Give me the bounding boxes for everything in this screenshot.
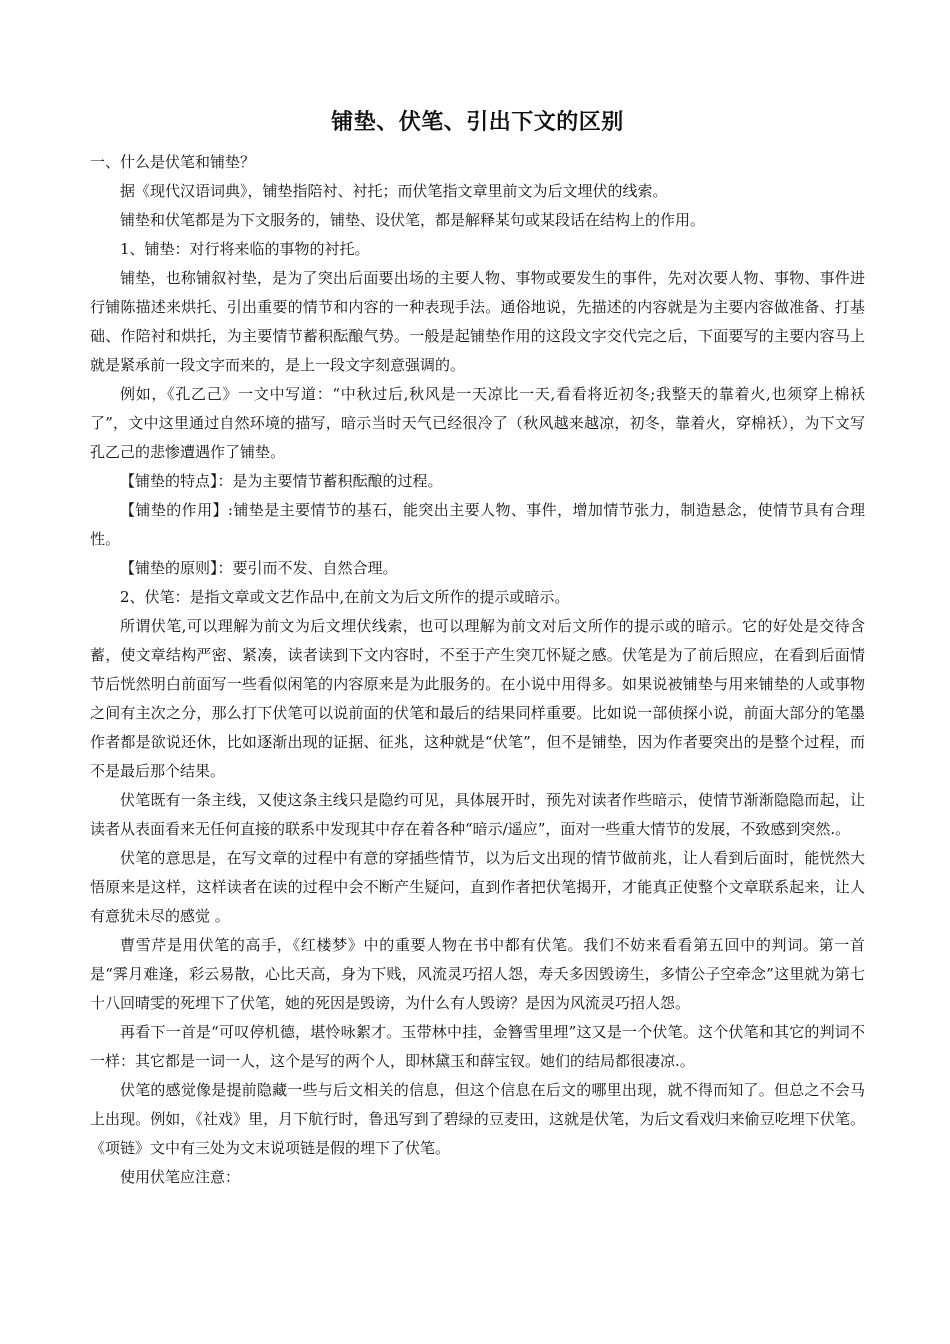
paragraph-fubi-main-line: 伏笔既有一条主线，又使这条主线只是隐约可见，具体展开时，预先对读者作些暗示，使情节渐渐隐隐而起，让读者从表面看来无任何直接的联系中发现其中存在着各种“暗示/遥应”，面对一些重大情节的发展，不致感到突然.。 bbox=[90, 791, 865, 838]
document-title: 铺垫、伏笔、引出下文的区别 bbox=[331, 110, 624, 135]
paragraph-pudian-explanation: 铺垫，也称铺叙衬垫，是为了突出后面要出场的主要人物、事物或要发生的事件，先对次要人物、事物、事件进行铺陈描述来烘托、引出重要的情节和内容的一种表现手法。通俗地说，先描述的内容就是为主要内容做准备、打基础、作陪衬和烘托，为主要情节蓄积酝酿气势。一般是起铺垫作用的这段文字交代完之后，下面要写的主要内容马上就是紧承前一段文字而来的，是上一段文字刻意强调的。 bbox=[90, 269, 865, 374]
section-heading-what-is: 一、什么是伏笔和铺垫？ bbox=[90, 153, 256, 171]
subheading-pudian: 1、铺垫：对行将来临的事物的衬托。 bbox=[120, 240, 370, 258]
paragraph-fubi-feeling: 伏笔的感觉像是提前隐藏一些与后文相关的信息，但这个信息在后文的哪里出现，就不得而知了。但总之不会马上出现。例如，《社戏》里，月下航行时，鲁迅写到了碧绿的豆麦田，这就是伏笔，为后文看戏归来偷豆吃埋下伏笔。《项链》文中有三处为文末说项链是假的埋下了伏笔。 bbox=[90, 1081, 865, 1157]
subheading-fubi: 2、伏笔：是指文章或文艺作品中,在前文为后文所作的提示或暗示。 bbox=[120, 588, 570, 606]
paragraph-dictionary-definition: 据《现代汉语词典》，铺垫指陪衬、衬托；而伏笔指文章里前文为后文埋伏的线索。 bbox=[120, 182, 668, 200]
paragraph-pudian-example: 例如，《孔乙己》一文中写道：“中秋过后,秋风是一天凉比一天,看看将近初冬;我整天的靠着火,也须穿上棉袄了”，文中这里通过自然环境的描写，暗示当时天气已经很冷了（秋风越来越凉，初冬，靠着火，穿棉袄），为下文写孔乙己的悲惨遭遇作了铺垫。 bbox=[90, 385, 865, 461]
paragraph-both-serve-later-text: 铺垫和伏笔都是为下文服务的，铺垫、设伏笔，都是解释某句或某段话在结构上的作用。 bbox=[120, 211, 706, 229]
paragraph-hongloumeng-example: 曹雪芹是用伏笔的高手，《红楼梦》中的重要人物在书中都有伏笔。我们不妨来看看第五回中的判词。第一首是“霁月难逢，彩云易散，心比天高，身为下贱，风流灵巧招人怨，寿夭多因毁谤生，多情公子空牵念”这里就为第七十八回晴雯的死埋下了伏笔，她的死因是毁谤，为什么有人毁谤？是因为风流灵巧招人怨。 bbox=[90, 936, 865, 1012]
paragraph-pudian-principle: 【铺垫的原则】：要引而不发、自然合理。 bbox=[120, 559, 398, 577]
paragraph-pudian-features: 【铺垫的特点】：是为主要情节蓄积酝酿的过程。 bbox=[120, 472, 443, 490]
paragraph-second-verdict: 再看下一首是“可叹停机德，堪怜咏絮才。玉带林中挂，金簪雪里埋”这又是一个伏笔。这个伏笔和其它的判词不一样：其它都是一词一人，这个是写的两个人，即林黛玉和薛宝钗。她们的结局都很凄凉.。 bbox=[90, 1023, 865, 1070]
document-page bbox=[90, 108, 865, 1192]
paragraph-fubi-explanation: 所谓伏笔,可以理解为前文为后文埋伏线索，也可以理解为前文对后文所作的提示或的暗示。它的好处是交待含蓄，使文章结构严密、紧凑，读者读到下文内容时，不至于产生突兀怀疑之感。伏笔是为了前后照应，在看到后面情节后恍然明白前面写一些看似闲笔的内容原来是为此服务的。在小说中用得多。如果说被铺垫与用来铺垫的人或事物之间有主次之分，那么打下伏笔可以说前面的伏笔和最后的结果同样重要。比如说一部侦探小说，前面大部分的笔墨作者都是欲说还休，比如逐渐出现的证据、征兆，这种就是“伏笔”，但不是铺垫，因为作者要突出的是整个过程，而不是最后那个结果。 bbox=[90, 617, 865, 780]
paragraph-pudian-function: 【铺垫的作用】:铺垫是主要情节的基石，能突出主要人物、事件，增加情节张力，制造悬念，使情节具有合理性。 bbox=[90, 501, 865, 548]
paragraph-usage-notes: 使用伏笔应注意： bbox=[120, 1168, 241, 1186]
paragraph-fubi-meaning: 伏笔的意思是，在写文章的过程中有意的穿插些情节，以为后文出现的情节做前兆，让人看到后面时，能恍然大悟原来是这样，这样读者在读的过程中会不断产生疑问，直到作者把伏笔揭开，才能真正使整个文章联系起来，让人有意犹未尽的感觉 。 bbox=[90, 849, 865, 925]
